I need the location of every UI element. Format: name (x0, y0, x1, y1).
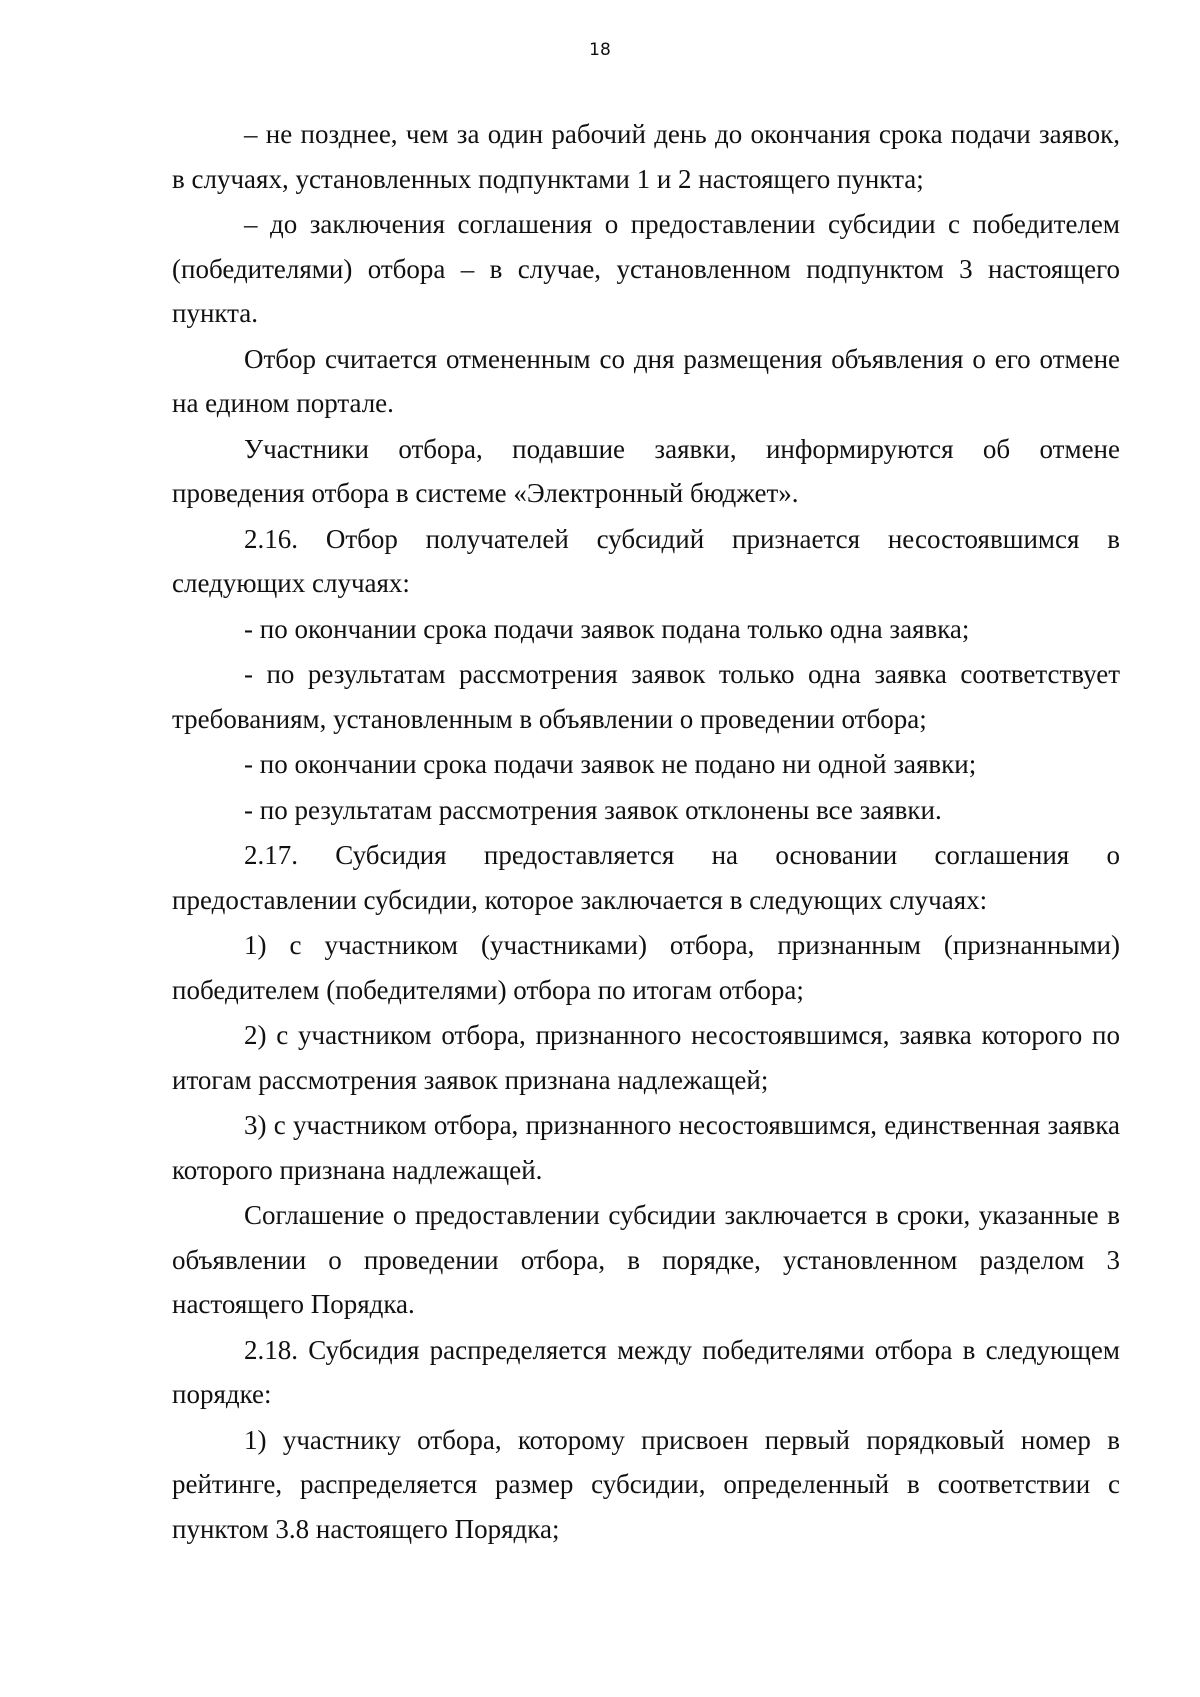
list-item-2-18-case-1: 1) участнику отбора, которому присвоен первый порядковый номер в рейтинге, распределяется размер субсидии, определенный в соответствии с пунктом 3.8 настоящего Порядка; (172, 1424, 1120, 1544)
paragraph-deadline-subpoints-1-2: – не позднее, чем за один рабочий день до окончания срока подачи заявок, в случаях, установленных подпунктами 1 и 2 настоящего пункта; (172, 119, 1120, 194)
document-body (172, 112, 1120, 1552)
paragraph-agreement-terms: Соглашение о предоставлении субсидии заключается в сроки, указанные в объявлении о проведении отбора, в порядке, установленном разделом 3 настоящего Порядка. (172, 1200, 1120, 1319)
paragraph-selection-cancelled: Отбор считается отмененным со дня размещения объявления о его отмене на едином портале. (172, 343, 1120, 418)
list-item-one-compliant: - по результатам рассмотрения заявок только одна заявка соответствует требованиям, установленным в объявлении о проведении отбора; (172, 659, 1120, 734)
paragraph-2-16: 2.16. Отбор получателей субсидий признается несостоявшимся в следующих случаях: (172, 523, 1120, 598)
paragraph-2-17: 2.17. Субсидия предоставляется на основании соглашения о предоставлении субсидии, которое заключается в следующих случаях: (172, 840, 1120, 915)
paragraph-deadline-subpoint-3: – до заключения соглашения о предоставлении субсидии с победителем (победителями) отбора – в случае, установленном подпунктом 3 настоящего пункта. (172, 209, 1120, 328)
list-item-2-17-case-3: 3) с участником отбора, признанного несостоявшимся, единственная заявка которого признана надлежащей. (172, 1110, 1120, 1185)
paragraph-2-18: 2.18. Субсидия распределяется между победителями отбора в следующем порядке: (172, 1334, 1120, 1409)
list-item-2-17-case-1: 1) с участником (участниками) отбора, признанным (признанными) победителем (победителями) отбора по итогам отбора; (172, 930, 1120, 1005)
paragraph-participants-informed: Участники отбора, подавшие заявки, информируются об отмене проведения отбора в системе «Электронный бюджет». (172, 433, 1120, 508)
list-item-all-rejected: - по результатам рассмотрения заявок отклонены все заявки. (244, 794, 942, 825)
list-item-2-17-case-2: 2) с участником отбора, признанного несостоявшимся, заявка которого по итогам рассмотрения заявок признана надлежащей; (172, 1020, 1120, 1095)
list-item-no-applications: - по окончании срока подачи заявок не подано ни одной заявки; (244, 749, 977, 779)
list-item-one-application: - по окончании срока подачи заявок подана только одна заявка; (244, 613, 970, 644)
page-number: 18 (589, 40, 611, 60)
